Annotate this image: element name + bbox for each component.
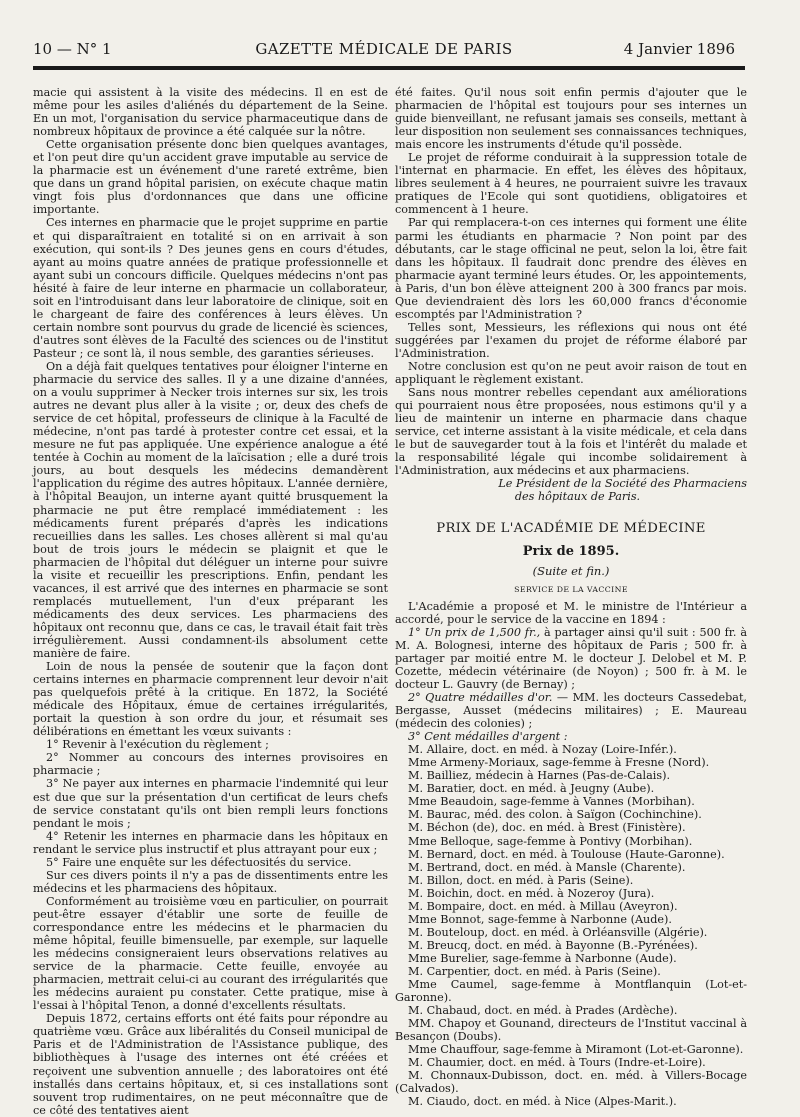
medal-entry: M. Béchon (de), doc. en méd. à Brest (Finistère).: [408, 821, 686, 835]
paragraph: On a déjà fait quelques tentatives pour éloigner l'interne en pharmacie du service des salles. Il y a une dizaine d'années, on a voulu supprimer à Necker trois internes sur six, les trois autres ne devant plus aller à la visite ; or, deux des chefs de service de cet hôpital, professeurs de clinique à la Faculté de médecine, n'ont pas tardé à protester contre cet essai, et la mesure ne fut pas appliquée. Une expérience analogue a été tentée à Cochin au moment de la laïcisation ; elle a duré trois jours, au bout desquels les médecins demandèrent l'application du régime des autres hôpitaux. L'année dernière, à l'hôpital Beaujon, un interne ayant quitté brusquement la pharmacie ne put être remplacé immédiatement : les médicaments furent préparés d'après les indications recueillies dans les salles. Les choses allèrent si mal qu'au bout de trois jours le médecin se plaignit et que le pharmacien de l'hôpital dut déléguer un interne pour suivre la visite et recueillir les prescriptions. Enfin, pendant les vacances, il est arrivé que des internes en pharmacie se sont remplacés mutuellement, l'un d'eux préparant les médicaments des deux services. Les pharmaciens des hôpitaux ont reconnu que, dans ce cas, le travail était fait très irrégulièrement. Aussi condamnent-ils absolument cette manière de faire.: [33, 359, 388, 661]
left-column: [33, 86, 388, 1117]
continuation-note: (Suite et fin.): [532, 563, 610, 578]
medal-entry: M. Bernard, doct. en méd. à Toulouse (Haute-Garonne).: [408, 847, 725, 861]
prize-paragraph: [395, 730, 747, 743]
intro-paragraph: L'Académie a proposé et M. le ministre de l'Intérieur a accordé, pour le service de la vaccine en 1894 :: [395, 599, 747, 626]
prize-label: 1° Un prix de 1,500 fr.,: [408, 625, 541, 639]
prize-paragraph: [395, 626, 747, 691]
medal-entry: Mme Bonnot, sage-femme à Narbonne (Aude).: [408, 912, 672, 926]
paragraph: été faites. Qu'il nous soit enfin permis d'ajouter que le pharmacien de l'hôpital est toujours pour ses internes un guide bienveillant, ne refusant jamais ses conseils, mettant à leur disposition non seulement ses connaissances techniques, mais encore les instruments d'étude qu'il possède.: [395, 86, 747, 152]
prize-text: à partager ainsi qu'il suit : 500 fr. à M. A. Bolognesi, interne des hôpitaux de Paris ; 500 fr. à partager par moitié entre M. le docteur J. Delobel et M. P. Cozette, médecin vétérinaire (de Noyon) ; 500 fr. à M. le docteur L. Gauvry (de Bernay) ;: [395, 625, 747, 691]
paragraph: Cette organisation présente donc bien quelques avantages, et l'on peut dire qu'un accident grave imputable au service de la pharmacie est un événement d'une rareté extrême, bien que dans un grand hôpital parisien, on exécute chaque matin vingt fois plus d'ordonnances que dans une officine importante.: [33, 138, 388, 217]
medal-entry: M. Chabaud, doct. en méd. à Prades (Ardèche).: [408, 1004, 678, 1018]
medal-entry: MM. Chapoy et Gounand, directeurs de l'Institut vaccinal à Besançon (Doubs).: [395, 1017, 747, 1044]
paragraph: Le projet de réforme conduirait à la suppression totale de l'internat en pharmacie. En effet, les élèves des hôpitaux, libres seulement à 4 heures, ne pourraient suivre les travaux pratiques de l'Ecole qui sont quotidiens, obligatoires et commencent à 1 heure.: [395, 151, 747, 217]
medal-entry: Mme Beaudoin, sage-femme à Vannes (Morbihan).: [408, 795, 695, 809]
medal-entry: Mme Belloque, sage-femme à Pontivy (Morbihan).: [408, 834, 693, 848]
paragraph: Ces internes en pharmacie que le projet supprime en partie et qui disparaîtraient en totalité si on en arrivait à son exécution, qui sont-ils ? Des jeunes gens en cours d'études, ayant au moins quatre années de pratique professionnelle et ayant subi un concours difficile. Quelques médecins n'ont pas hésité à faire de leur interne en pharmacie un collaborateur, soit en l'introduisant dans leur laboratoire de clinique, soit en le chargeant de faire des conférences à leurs élèves. Un certain nombre sont pourvus du grade de licencié ès sciences, d'autres sont élèves de la Faculté des sciences ou de l'institut Pasteur ; ce sont là, il nous semble, des garanties sérieuses.: [33, 216, 388, 360]
section-heading: PRIX DE L'ACADÉMIE DE MÉDECINE: [436, 520, 706, 536]
medal-entry: M. Carpentier, doct. en méd. à Paris (Seine).: [408, 965, 661, 978]
medal-entry: M. Billon, doct. en méd. à Paris (Seine).: [408, 873, 634, 887]
list-item: 1° Revenir à l'exécution du règlement ;: [46, 738, 269, 752]
medal-entry: Mme Armeny-Moriaux, sage-femme à Fresne (Nord).: [408, 756, 710, 770]
medal-entry: M. Chaumier, doct. en méd. à Tours (Indre-et-Loire).: [408, 1056, 706, 1070]
medal-entry: M. Baratier, doct. en méd. à Jeugny (Aube).: [408, 782, 655, 796]
medal-entry: M. Bailliez, médecin à Harnes (Pas-de-Calais).: [408, 769, 670, 783]
list-item: 3° Ne payer aux internes en pharmacie l'indemnité qui leur est due que sur la présentation d'un certificat de leurs chefs de service constatant qu'ils ont bien rempli leurs fonctions pendant le mois ;: [33, 777, 388, 830]
medal-entry: Mme Caumel, sage-femme à Montflanquin (Lot-et-Garonne).: [395, 978, 747, 1005]
medal-entry: M. Bertrand, doct. en méd. à Mansle (Charente).: [408, 860, 686, 874]
section-subheading: Prix de 1895.: [522, 543, 620, 559]
list-item: 2° Nommer au concours des internes provisoires en pharmacie ;: [33, 751, 388, 778]
medal-entry: M. Baurac, méd. des colon. à Saïgon (Cochinchine).: [408, 808, 702, 822]
medal-entry: M. Allaire, doct. en méd. à Nozay (Loire-Infér.).: [408, 743, 677, 757]
list-item: 5° Faire une enquête sur les défectuosités du service.: [46, 855, 352, 869]
right-column: [395, 86, 747, 1109]
page-header: [33, 40, 735, 60]
medal-entry: M. Ciaudo, doct. en méd. à Nice (Alpes-Marit.).: [408, 1095, 677, 1109]
medal-entry: M. Breucq, doct. en méd. à Bayonne (B.-Pyrénées).: [408, 938, 698, 952]
prize-label: 3° Cent médailles d'argent :: [408, 730, 568, 744]
medal-entry: Mme Burelier, sage-femme à Narbonne (Aude).: [408, 951, 677, 965]
prize-paragraph: [395, 691, 747, 730]
header-rule: [33, 66, 745, 70]
paragraph: Notre conclusion est qu'on ne peut avoir raison de tout en appliquant le règlement existant.: [395, 359, 747, 387]
paragraph: Conformément au troisième vœu en particulier, on pourrait peut-être essayer d'établir une sorte de feuille de correspondance entre les médecins et le pharmacien du même hôpital, feuille bimensuelle, par exemple, sur laquelle les médecins consigneraient leurs observations relatives au service de la pharmacie. Cette feuille, envoyée au pharmacien, mettrait celui-ci au courant des irrégularités que les médecins auraient pu constater. Cette pratique, mise à l'essai à l'hôpital Tenon, a donné d'excellents résultats.: [33, 894, 388, 1013]
prize-text: — MM. les docteurs Cassedebat, Bergasse, Ausset (médecins militaires) ; E. Maureau (médecin des colonies) ;: [395, 691, 747, 731]
paragraph: Sur ces divers points il n'y a pas de dissentiments entre les médecins et les pharmaciens des hôpitaux.: [33, 868, 388, 895]
medal-entry: M. Bouteloup, doct. en méd. à Orléansville (Algérie).: [408, 925, 708, 939]
medal-entry: M. Chonnaux-Dubisson, doct. en. méd. à Villers-Bocage (Calvados).: [395, 1069, 747, 1096]
medal-entry: M. Bompaire, doct. en méd. à Millau (Aveyron).: [408, 899, 678, 913]
issue-date: 4 Janvier 1896: [623, 40, 735, 58]
signature-line: des hôpitaux de Paris.: [514, 490, 641, 504]
page-number: 10 — N° 1: [33, 40, 112, 58]
paragraph: Loin de nous la pensée de soutenir que la façon dont certains internes en pharmacie comprennent leur devoir n'ait pas quelquefois prêté à la critique. En 1872, la Société médicale des Hôpitaux, émue de certaines irrégularités, portait la question à son ordre du jour, et résumait ses délibérations en émettant les vœux suivants :: [33, 660, 388, 739]
paragraph: Telles sont, Messieurs, les réflexions qui nous ont été suggérées par l'examen du projet de réforme élaboré par l'Administration.: [395, 320, 747, 360]
medal-entry: Mme Chauffour, sage-femme à Miramont (Lot-et-Garonne).: [408, 1043, 744, 1057]
journal-title: GAZETTE MÉDICALE DE PARIS: [255, 40, 513, 58]
paragraph: Par qui remplacera-t-on ces internes qui forment une élite parmi les étudiants en pharmacie ? Non point par des débutants, car le stage officinal ne peut, selon la loi, être fait dans les hôpitaux. Il faudrait donc prendre des élèves en pharmacie ayant terminé leurs études. Or, les appointements, à Paris, d'un bon élève atteignent 200 à 300 francs par mois. Que deviendraient dès lors les 60,000 francs d'économie escomptés par l'Administration ?: [395, 216, 747, 321]
paragraph: Sans nous montrer rebelles cependant aux améliorations qui pourraient nous être proposées, nous estimons qu'il y a lieu de maintenir un interne en pharmacie dans chaque service, cet interne assistant à la visite médicale, et cela dans le but de sauvegarder tout à la fois et l'intérêt du malade et la responsabilité légale qui incombe solidairement à l'Administration, aux médecins et aux pharmaciens.: [395, 386, 747, 478]
medal-entry: M. Boichin, doct. en méd. à Nozeroy (Jura).: [408, 886, 655, 900]
signature-line: Le Président de la Société des Pharmaciens: [498, 477, 747, 491]
medal-list: [395, 743, 747, 1108]
paragraph: macie qui assistent à la visite des médecins. Il en est de même pour les asiles d'aliénés du département de la Seine. En un mot, l'organisation du service pharmaceutique dans de nombreux hôpitaux de province a été calquée sur la nôtre.: [33, 86, 388, 139]
prize-label: 2° Quatre médailles d'or.: [408, 691, 553, 705]
list-item: 4° Retenir les internes en pharmacie dans les hôpitaux en rendant le service plus instructif et plus attrayant pour eux ;: [33, 829, 388, 856]
service-heading: SERVICE DE LA VACCINE: [514, 584, 628, 594]
paragraph: Depuis 1872, certains efforts ont été faits pour répondre au quatrième vœu. Grâce aux libéralités du Conseil municipal de Paris et de l'Administration de l'Assistance publique, des bibliothèques à l'usage des internes ont été créées et reçoivent une subvention annuelle ; des laboratoires ont été installés dans certains hôpitaux, et, si ces installations sont souvent trop rudimentaires, on ne peut méconnaître que de ce côté des tentatives aient: [33, 1012, 388, 1117]
